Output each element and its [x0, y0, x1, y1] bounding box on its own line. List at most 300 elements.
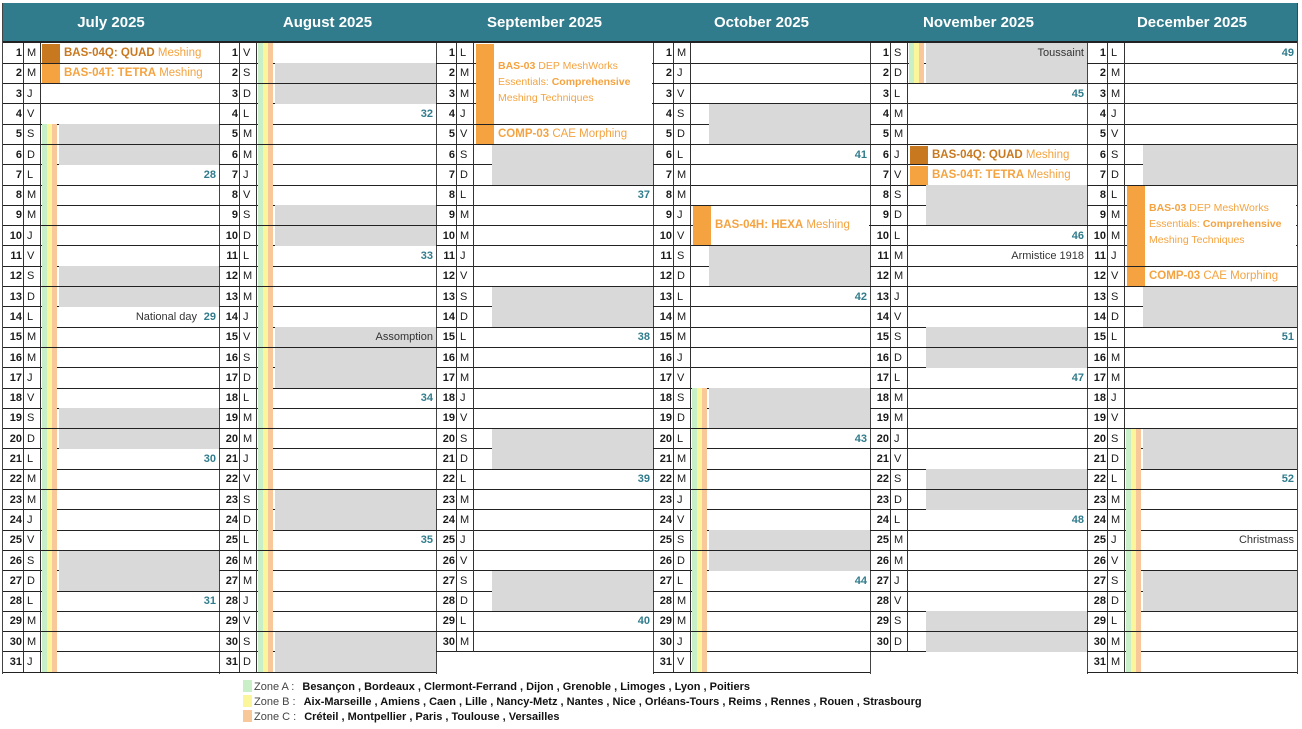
- day-cell[interactable]: [59, 348, 219, 368]
- day-cell[interactable]: [709, 165, 870, 185]
- day-cell[interactable]: [709, 185, 870, 205]
- day-cell[interactable]: [926, 429, 1087, 449]
- day-cell[interactable]: [709, 490, 870, 510]
- zone-c-holiday-marker: [52, 449, 57, 469]
- day-cell[interactable]: [59, 530, 219, 550]
- day-cell[interactable]: [709, 307, 870, 327]
- training-event[interactable]: [42, 44, 218, 63]
- day-cell[interactable]: [926, 104, 1087, 124]
- day-row: [1087, 348, 1297, 369]
- weekday-letter: S: [24, 408, 41, 428]
- weekday-letter: D: [891, 205, 908, 225]
- day-cell[interactable]: [709, 510, 870, 530]
- day-number: 9: [219, 205, 240, 225]
- day-row: [3, 368, 219, 389]
- day-cell[interactable]: [275, 84, 436, 104]
- day-cell[interactable]: [492, 632, 653, 652]
- day-cell[interactable]: [492, 266, 653, 286]
- day-cell[interactable]: [709, 429, 870, 449]
- day-cell[interactable]: [59, 165, 219, 185]
- day-cell[interactable]: [275, 226, 436, 246]
- day-cell[interactable]: [1143, 571, 1297, 591]
- day-cell[interactable]: [59, 287, 219, 307]
- day-cell[interactable]: [1143, 84, 1297, 104]
- day-cell[interactable]: [275, 287, 436, 307]
- day-row: [219, 429, 436, 450]
- day-number: 6: [653, 145, 674, 165]
- day-cell[interactable]: [1143, 287, 1297, 307]
- zone-c-holiday-marker: [52, 307, 57, 327]
- day-cell[interactable]: [59, 429, 219, 449]
- day-cell[interactable]: [275, 408, 436, 428]
- weekday-letter: V: [24, 530, 41, 550]
- day-cell[interactable]: [1143, 490, 1297, 510]
- zone-c-holiday-marker: [52, 185, 57, 205]
- weekday-letter: L: [24, 307, 41, 327]
- day-row: [653, 449, 870, 470]
- day-cell[interactable]: [1143, 104, 1297, 124]
- day-cell[interactable]: [926, 388, 1087, 408]
- day-cell[interactable]: [926, 530, 1087, 550]
- week-number: 30: [203, 453, 216, 465]
- day-cell[interactable]: [275, 551, 436, 571]
- day-cell[interactable]: [492, 165, 653, 185]
- day-number: 7: [436, 165, 457, 185]
- day-cell[interactable]: [1143, 632, 1297, 652]
- day-cell[interactable]: [709, 124, 870, 144]
- day-cell[interactable]: [492, 449, 653, 469]
- day-cell[interactable]: [59, 632, 219, 652]
- day-number: 16: [219, 348, 240, 368]
- day-number: 9: [1087, 205, 1108, 225]
- day-cell[interactable]: [709, 652, 870, 672]
- day-number: 15: [870, 327, 891, 347]
- day-cell[interactable]: [926, 327, 1087, 347]
- day-cell[interactable]: [1143, 165, 1297, 185]
- day-cell[interactable]: [926, 611, 1087, 631]
- weekday-letter: M: [891, 530, 908, 550]
- day-cell[interactable]: [926, 124, 1087, 144]
- day-cell[interactable]: [59, 145, 219, 165]
- day-cell[interactable]: [275, 449, 436, 469]
- zone-c-holiday-marker: [1136, 429, 1141, 449]
- day-row: [3, 449, 219, 470]
- weekday-letter: M: [457, 632, 474, 652]
- day-row: [870, 611, 1087, 632]
- day-cell[interactable]: [709, 84, 870, 104]
- zone-c-holiday-marker: [268, 185, 273, 205]
- day-number: 28: [3, 591, 24, 611]
- week-number: 39: [637, 473, 650, 486]
- weekday-letter: D: [674, 266, 691, 286]
- day-cell[interactable]: [492, 591, 653, 611]
- training-event[interactable]: [693, 206, 869, 245]
- day-cell[interactable]: [1143, 63, 1297, 83]
- day-cell[interactable]: [492, 611, 653, 631]
- day-cell[interactable]: [709, 104, 870, 124]
- day-cell[interactable]: [926, 551, 1087, 571]
- day-cell[interactable]: [492, 368, 653, 388]
- day-cell[interactable]: [59, 449, 219, 469]
- zone-c-holiday-marker: [52, 388, 57, 408]
- weekday-letter: D: [457, 449, 474, 469]
- zone-c-holiday-marker: [702, 591, 707, 611]
- day-cell[interactable]: [709, 449, 870, 469]
- day-cell[interactable]: [492, 551, 653, 571]
- day-cell[interactable]: [275, 632, 436, 652]
- day-cell[interactable]: [926, 266, 1087, 286]
- weekday-letter: V: [891, 449, 908, 469]
- day-cell[interactable]: [1143, 145, 1297, 165]
- training-event[interactable]: [476, 44, 652, 124]
- day-cell[interactable]: [275, 591, 436, 611]
- day-row: [653, 571, 870, 592]
- zone-c-holiday-marker: [702, 429, 707, 449]
- day-cell[interactable]: [709, 246, 870, 266]
- day-cell[interactable]: [1143, 469, 1297, 489]
- day-cell[interactable]: [492, 287, 653, 307]
- weekday-letter: S: [457, 571, 474, 591]
- day-cell[interactable]: [492, 226, 653, 246]
- day-cell[interactable]: [492, 185, 653, 205]
- day-cell[interactable]: [59, 591, 219, 611]
- day-number: 1: [436, 43, 457, 63]
- day-cell[interactable]: [59, 185, 219, 205]
- day-cell[interactable]: [492, 408, 653, 428]
- day-cell[interactable]: [1143, 348, 1297, 368]
- day-cell[interactable]: [59, 226, 219, 246]
- day-cell[interactable]: [59, 327, 219, 347]
- day-row: [436, 165, 653, 186]
- day-cell[interactable]: [1143, 388, 1297, 408]
- day-row: [436, 408, 653, 429]
- day-row: [219, 551, 436, 572]
- month-column: [653, 3, 871, 674]
- event-color-bar: [476, 44, 494, 124]
- day-cell[interactable]: [926, 287, 1087, 307]
- day-row: [3, 185, 219, 206]
- day-cell[interactable]: [59, 571, 219, 591]
- day-cell[interactable]: [926, 632, 1087, 652]
- training-event[interactable]: [1127, 186, 1296, 266]
- day-cell[interactable]: [492, 571, 653, 591]
- day-cell[interactable]: [59, 388, 219, 408]
- weekday-letter: S: [674, 530, 691, 550]
- day-cell[interactable]: [59, 490, 219, 510]
- day-cell[interactable]: [492, 388, 653, 408]
- day-cell[interactable]: [275, 246, 436, 266]
- day-cell[interactable]: [275, 307, 436, 327]
- day-cell[interactable]: [275, 185, 436, 205]
- weekday-letter: V: [24, 388, 41, 408]
- day-row: [436, 307, 653, 328]
- day-row: [436, 348, 653, 369]
- day-number: 29: [219, 611, 240, 631]
- day-number: 27: [3, 571, 24, 591]
- day-cell[interactable]: [492, 145, 653, 165]
- day-cell[interactable]: [926, 84, 1087, 104]
- day-cell[interactable]: [492, 348, 653, 368]
- day-row: [653, 84, 870, 105]
- day-cell[interactable]: [59, 469, 219, 489]
- day-row: [219, 145, 436, 166]
- day-cell[interactable]: [926, 185, 1087, 205]
- day-row: [653, 307, 870, 328]
- day-cell[interactable]: [709, 551, 870, 571]
- day-cell[interactable]: [275, 510, 436, 530]
- training-event[interactable]: [910, 146, 1086, 165]
- day-row: [436, 490, 653, 511]
- day-row: [653, 408, 870, 429]
- day-cell[interactable]: [59, 246, 219, 266]
- day-cell[interactable]: [709, 43, 870, 63]
- day-row: [436, 185, 653, 206]
- training-event[interactable]: [42, 64, 218, 83]
- week-number: 47: [1071, 371, 1084, 384]
- day-cell[interactable]: [926, 307, 1087, 327]
- day-cell[interactable]: [275, 104, 436, 124]
- day-cell[interactable]: [492, 469, 653, 489]
- day-cell[interactable]: [59, 205, 219, 225]
- weekday-letter: M: [457, 205, 474, 225]
- day-cell[interactable]: [709, 591, 870, 611]
- day-cell[interactable]: [492, 307, 653, 327]
- day-cell[interactable]: [1143, 368, 1297, 388]
- zone-c-holiday-marker: [702, 571, 707, 591]
- day-cell[interactable]: [59, 368, 219, 388]
- training-event[interactable]: [476, 125, 652, 144]
- day-cell[interactable]: [1143, 327, 1297, 347]
- weekday-letter: L: [891, 84, 908, 104]
- weekday-letter: S: [457, 287, 474, 307]
- day-number: 20: [3, 429, 24, 449]
- day-cell[interactable]: [1143, 43, 1297, 63]
- week-number: 48: [1071, 513, 1084, 526]
- day-cell[interactable]: [709, 266, 870, 286]
- day-cell[interactable]: [59, 408, 219, 428]
- weekday-letter: J: [24, 226, 41, 246]
- day-cell[interactable]: [926, 226, 1087, 246]
- day-number: 11: [1087, 246, 1108, 266]
- day-cell[interactable]: [709, 408, 870, 428]
- day-cell[interactable]: [275, 145, 436, 165]
- day-row: [3, 84, 219, 105]
- day-cell[interactable]: [709, 145, 870, 165]
- day-number: 27: [219, 571, 240, 591]
- day-cell[interactable]: [1143, 510, 1297, 530]
- day-cell[interactable]: [709, 469, 870, 489]
- day-number: 18: [219, 388, 240, 408]
- day-cell[interactable]: [492, 327, 653, 347]
- day-cell[interactable]: [926, 449, 1087, 469]
- day-row: [436, 571, 653, 592]
- weekday-letter: M: [891, 124, 908, 144]
- weekday-letter: D: [240, 368, 257, 388]
- day-number: 26: [3, 551, 24, 571]
- day-cell[interactable]: [1143, 551, 1297, 571]
- weekday-letter: L: [24, 591, 41, 611]
- day-number: 19: [870, 408, 891, 428]
- day-cell[interactable]: [492, 205, 653, 225]
- weekday-letter: S: [240, 205, 257, 225]
- weekday-letter: M: [1108, 490, 1125, 510]
- day-row: [219, 632, 436, 653]
- day-cell[interactable]: [275, 124, 436, 144]
- day-cell[interactable]: [275, 652, 436, 672]
- day-row: [3, 165, 219, 186]
- day-cell[interactable]: [926, 408, 1087, 428]
- day-number: 21: [436, 449, 457, 469]
- day-row: [870, 530, 1087, 551]
- day-cell[interactable]: [926, 571, 1087, 591]
- event-keyword: Comprehensive: [1202, 217, 1282, 230]
- day-cell[interactable]: [709, 571, 870, 591]
- training-event[interactable]: [1127, 267, 1296, 286]
- day-cell[interactable]: [275, 165, 436, 185]
- event-color-bar: [1127, 267, 1145, 286]
- day-cell[interactable]: [275, 490, 436, 510]
- day-cell[interactable]: [492, 510, 653, 530]
- day-number: 6: [436, 145, 457, 165]
- day-row: [653, 611, 870, 632]
- zone-c-holiday-marker: [52, 551, 57, 571]
- day-cell[interactable]: [275, 611, 436, 631]
- day-number: 28: [1087, 591, 1108, 611]
- day-cell[interactable]: [492, 530, 653, 550]
- day-cell[interactable]: [926, 469, 1087, 489]
- day-cell[interactable]: [926, 205, 1087, 225]
- day-cell[interactable]: [275, 43, 436, 63]
- weekday-letter: M: [891, 551, 908, 571]
- weekday-letter: V: [457, 124, 474, 144]
- day-cell[interactable]: [59, 84, 219, 104]
- weekday-letter: M: [24, 327, 41, 347]
- month-column: [870, 3, 1088, 674]
- day-cell[interactable]: [1143, 652, 1297, 672]
- day-cell[interactable]: [709, 632, 870, 652]
- day-cell[interactable]: [275, 388, 436, 408]
- zone-c-holiday-marker: [1136, 611, 1141, 631]
- weekday-letter: L: [674, 429, 691, 449]
- day-number: 28: [870, 591, 891, 611]
- day-cell[interactable]: [1143, 307, 1297, 327]
- day-number: 1: [219, 43, 240, 63]
- day-cell[interactable]: [926, 348, 1087, 368]
- day-cell[interactable]: [275, 469, 436, 489]
- weekday-letter: V: [240, 469, 257, 489]
- day-cell[interactable]: [492, 429, 653, 449]
- day-row: [436, 591, 653, 612]
- day-number: 7: [653, 165, 674, 185]
- day-row: [1087, 571, 1297, 592]
- day-cell[interactable]: [275, 368, 436, 388]
- day-cell[interactable]: [709, 611, 870, 631]
- day-cell[interactable]: [492, 490, 653, 510]
- day-number: 23: [870, 490, 891, 510]
- zone-c-holiday-marker: [268, 632, 273, 652]
- day-cell[interactable]: [59, 510, 219, 530]
- weekday-letter: J: [674, 63, 691, 83]
- day-cell[interactable]: [709, 287, 870, 307]
- weekday-letter: L: [240, 530, 257, 550]
- day-cell[interactable]: [275, 266, 436, 286]
- week-number: 31: [203, 595, 216, 608]
- zone-c-holiday-marker: [268, 611, 273, 631]
- day-number: 10: [653, 226, 674, 246]
- day-cell[interactable]: [1143, 611, 1297, 631]
- day-cell[interactable]: [926, 591, 1087, 611]
- day-number: 16: [653, 348, 674, 368]
- day-cell[interactable]: [926, 490, 1087, 510]
- day-cell[interactable]: [1143, 449, 1297, 469]
- zone-c-holiday-marker: [52, 571, 57, 591]
- day-cell[interactable]: [59, 104, 219, 124]
- weekday-letter: M: [674, 43, 691, 63]
- day-cell[interactable]: [59, 551, 219, 571]
- week-number: 41: [854, 148, 867, 161]
- day-number: 3: [870, 84, 891, 104]
- week-number: 44: [854, 574, 867, 587]
- day-cell[interactable]: [709, 348, 870, 368]
- day-cell[interactable]: [709, 388, 870, 408]
- day-cell[interactable]: [1143, 591, 1297, 611]
- day-cell[interactable]: [59, 611, 219, 631]
- event-label: COMP-03 CAE Morphing: [1149, 270, 1279, 283]
- day-row: [1087, 124, 1297, 145]
- day-cell[interactable]: [709, 368, 870, 388]
- day-row: [1087, 327, 1297, 348]
- weekday-letter: L: [891, 510, 908, 530]
- day-cell[interactable]: [275, 571, 436, 591]
- day-cell[interactable]: [709, 530, 870, 550]
- day-cell[interactable]: [275, 530, 436, 550]
- day-cell[interactable]: [1143, 124, 1297, 144]
- weekday-letter: S: [891, 185, 908, 205]
- day-cell[interactable]: [926, 368, 1087, 388]
- zone-c-holiday-marker: [268, 63, 273, 83]
- day-cell[interactable]: [59, 652, 219, 672]
- day-number: 10: [870, 226, 891, 246]
- day-cell[interactable]: [275, 63, 436, 83]
- weekday-letter: S: [24, 551, 41, 571]
- day-number: 5: [219, 124, 240, 144]
- day-cell[interactable]: [926, 63, 1087, 83]
- day-cell[interactable]: [709, 63, 870, 83]
- day-number: 8: [870, 185, 891, 205]
- day-number: 19: [653, 408, 674, 428]
- day-cell[interactable]: [59, 124, 219, 144]
- weekday-letter: M: [891, 408, 908, 428]
- weekday-letter: M: [457, 490, 474, 510]
- weekday-letter: M: [240, 408, 257, 428]
- zone-color-swatch: [243, 710, 252, 722]
- day-cell[interactable]: [275, 205, 436, 225]
- day-cell[interactable]: [492, 246, 653, 266]
- day-cell[interactable]: [59, 266, 219, 286]
- day-cell[interactable]: [275, 429, 436, 449]
- day-number: 22: [870, 469, 891, 489]
- day-cell[interactable]: [709, 327, 870, 347]
- day-cell[interactable]: [275, 348, 436, 368]
- day-number: 29: [653, 611, 674, 631]
- day-cell[interactable]: [1143, 408, 1297, 428]
- weekday-letter: J: [457, 246, 474, 266]
- day-cell[interactable]: [1143, 429, 1297, 449]
- day-cell[interactable]: [926, 510, 1087, 530]
- day-row: [219, 368, 436, 389]
- training-event[interactable]: [910, 166, 1086, 185]
- weekday-letter: M: [891, 266, 908, 286]
